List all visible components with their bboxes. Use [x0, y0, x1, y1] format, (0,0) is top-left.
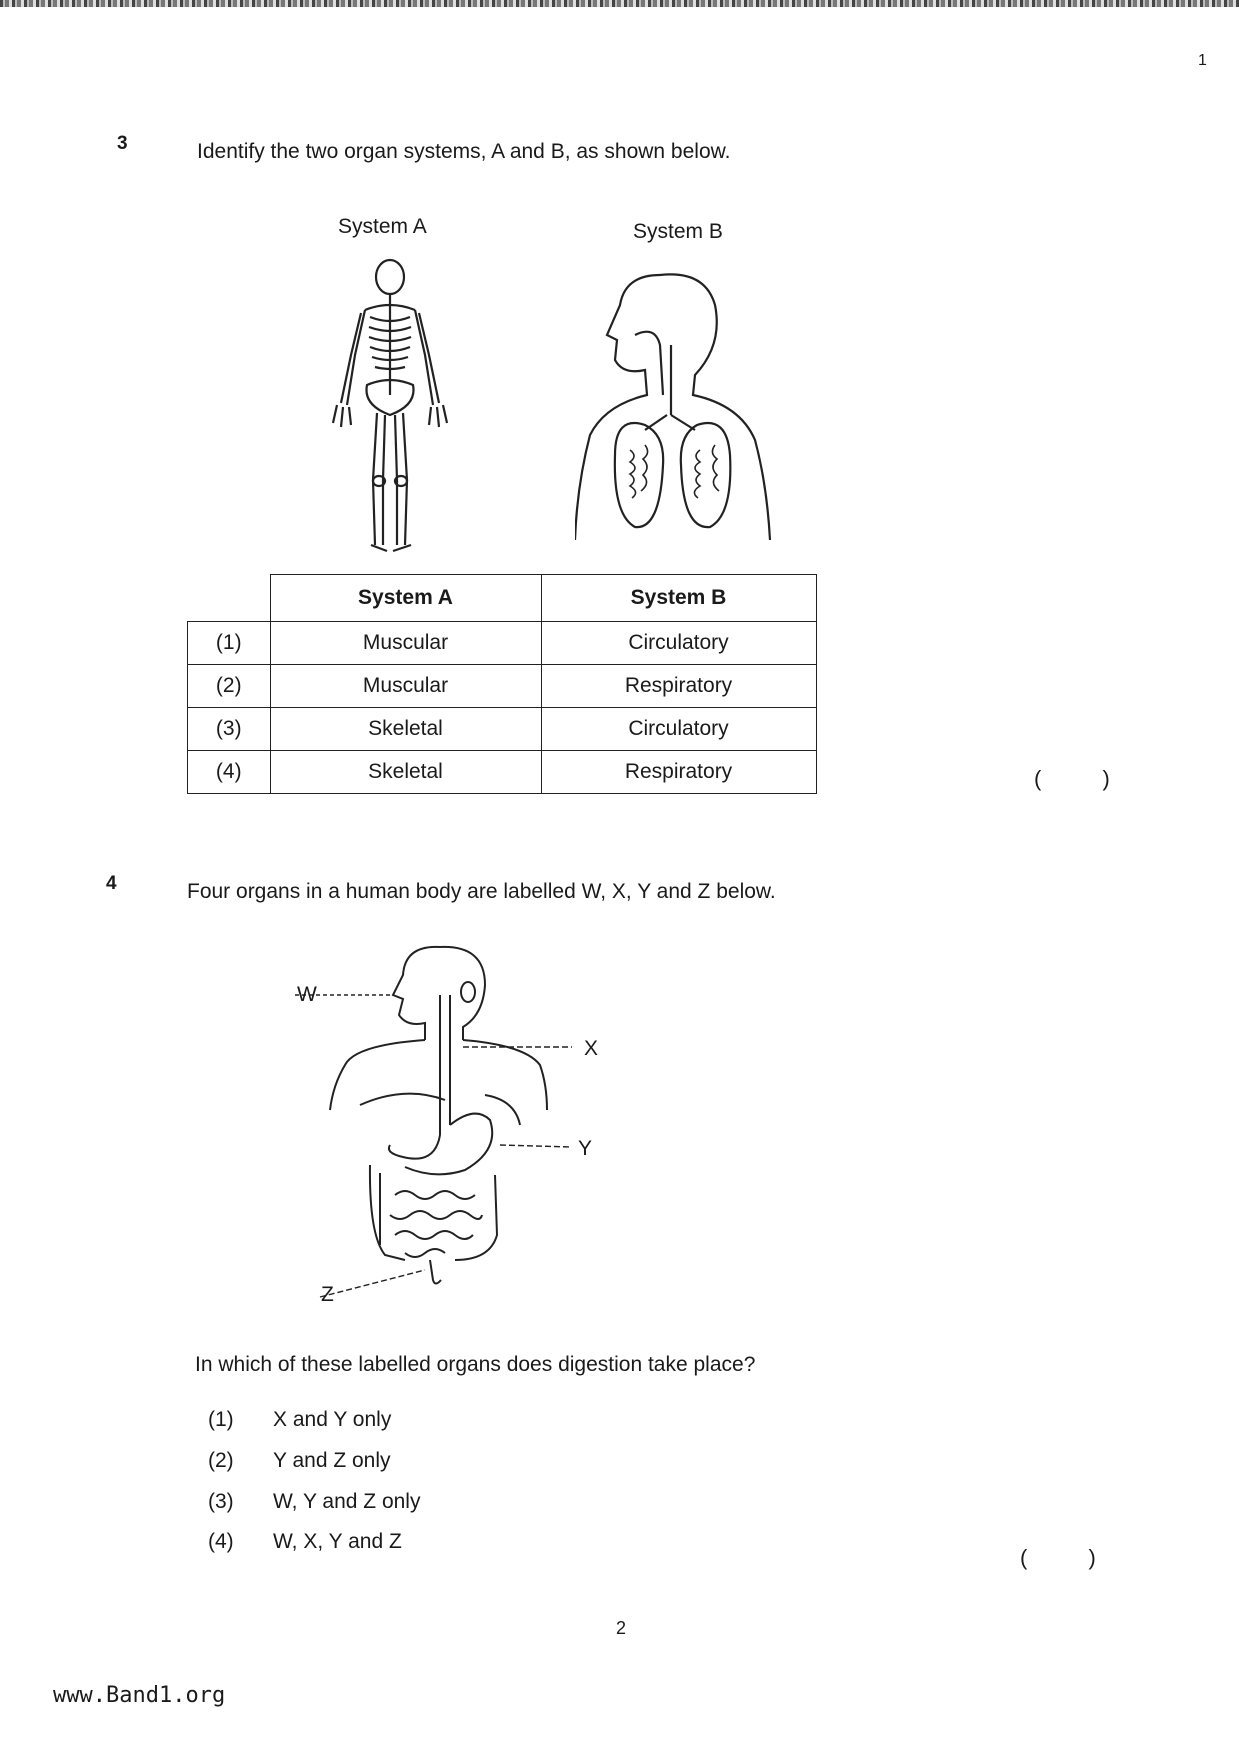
digestive-system-figure [285, 935, 605, 1305]
system-b-label: System B [633, 220, 723, 243]
option-number: (4) [188, 751, 271, 794]
option-2-number: (2) [208, 1449, 234, 1472]
label-x: X [584, 1037, 599, 1060]
question-4-text: Four organs in a human body are labelled W, X, Y and Z below. [187, 880, 776, 903]
table-row [188, 751, 817, 794]
label-z: Z [321, 1283, 334, 1306]
page-number: 2 [616, 1618, 627, 1638]
option-1-text: X and Y only [273, 1408, 392, 1431]
question-3-text: Identify the two organ systems, A and B, as shown below. [197, 140, 731, 163]
system-a-cell: Muscular [270, 665, 541, 708]
question-3-number: 3 [117, 133, 128, 154]
system-a-label: System A [338, 215, 427, 238]
system-b-cell: Circulatory [541, 708, 816, 751]
footer-url[interactable]: www.Band1.org [53, 1683, 226, 1708]
system-a-cell: Muscular [270, 622, 541, 665]
table-row [188, 708, 817, 751]
table-header-system-b: System B [541, 575, 816, 622]
table-row [188, 622, 817, 665]
option-number: (3) [188, 708, 271, 751]
corner-mark: 1 [1198, 52, 1207, 69]
label-w: W [297, 983, 317, 1006]
system-b-cell: Respiratory [541, 751, 816, 794]
scan-top-strip [0, 0, 1239, 7]
option-4-number: (4) [208, 1530, 234, 1553]
system-a-cell: Skeletal [270, 708, 541, 751]
table-header-system-a: System A [270, 575, 541, 622]
q4-answer-bracket[interactable]: ( ) [1020, 1545, 1096, 1570]
option-2-text: Y and Z only [273, 1449, 391, 1472]
system-b-cell: Respiratory [541, 665, 816, 708]
skeleton-figure [325, 255, 455, 555]
option-4-text: W, X, Y and Z [273, 1530, 402, 1553]
option-number: (2) [188, 665, 271, 708]
question-4-number: 4 [106, 873, 117, 894]
option-1-number: (1) [208, 1408, 234, 1431]
respiratory-figure [575, 265, 775, 545]
q3-options-table [187, 574, 817, 794]
table-row [188, 665, 817, 708]
q3-answer-bracket[interactable]: ( ) [1034, 766, 1110, 791]
option-3-text: W, Y and Z only [273, 1490, 421, 1513]
option-3-number: (3) [208, 1490, 234, 1513]
option-number: (1) [188, 622, 271, 665]
label-y: Y [578, 1137, 593, 1160]
system-b-cell: Circulatory [541, 622, 816, 665]
question-4-prompt: In which of these labelled organs does digestion take place? [195, 1353, 756, 1376]
system-a-cell: Skeletal [270, 751, 541, 794]
